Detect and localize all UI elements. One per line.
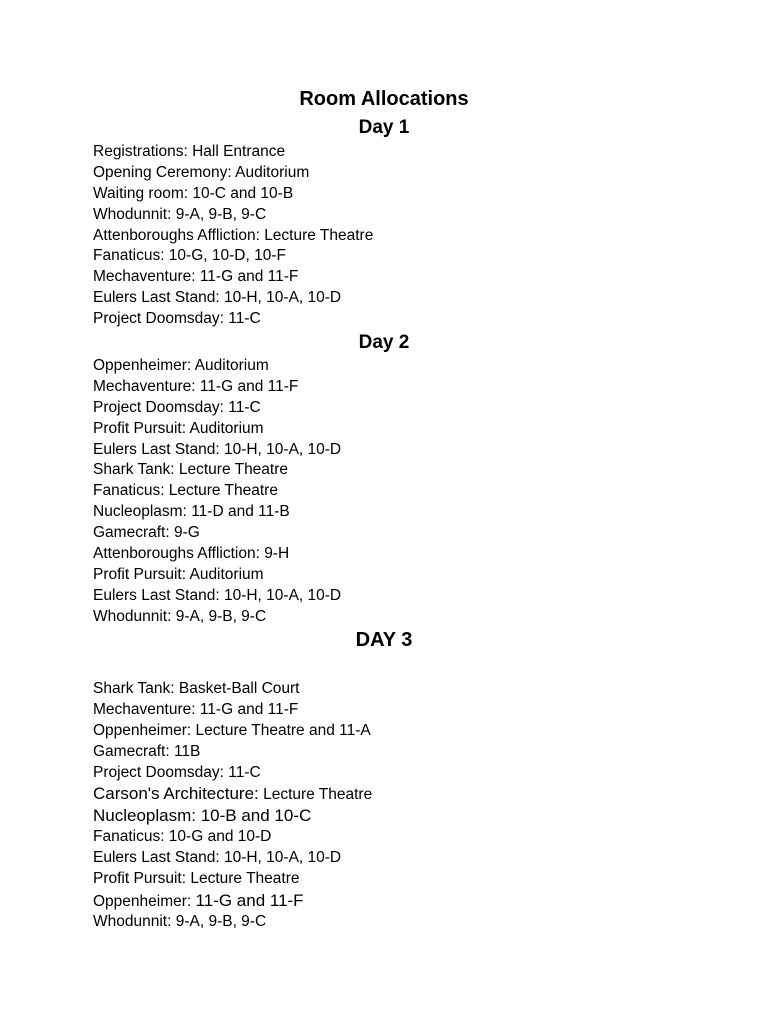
list-item-rest: Lecture Theatre bbox=[258, 786, 373, 804]
list-item: Whodunnit: 9-A, 9-B, 9-C bbox=[93, 607, 267, 625]
list-item: Gamecraft: 9-G bbox=[93, 524, 200, 542]
list-item: Project Doomsday: 11-C bbox=[93, 763, 261, 781]
list-item-lead: Nucleoplasm: 10-B and 10-C bbox=[93, 806, 312, 826]
list-item: Shark Tank: Basket-Ball Court bbox=[93, 680, 300, 697]
list-item: Oppenheimer: Auditorium bbox=[93, 357, 269, 374]
list-item: Attenboroughs Affliction: Lecture Theatre bbox=[93, 226, 374, 244]
list-item: Waiting room: 10-C and 10-B bbox=[93, 184, 294, 202]
day-2-heading: Day 2 bbox=[358, 332, 410, 353]
list-item: Fanaticus: 10-G, 10-D, 10-F bbox=[93, 247, 286, 265]
list-item: Eulers Last Stand: 10-H, 10-A, 10-D bbox=[93, 586, 342, 604]
day-2-list bbox=[93, 356, 341, 628]
list-item bbox=[93, 805, 372, 827]
list-item: Oppenheimer: Lecture Theatre and 11-A bbox=[93, 721, 371, 739]
list-item: Profit Pursuit: Auditorium bbox=[93, 419, 264, 437]
list-item: Gamecraft: 11B bbox=[93, 742, 201, 760]
list-item bbox=[93, 783, 372, 805]
list-item: Mechaventure: 11-G and 11-F bbox=[93, 377, 299, 395]
list-item-lead: Oppenheimer: bbox=[93, 893, 196, 911]
list-item-rest: 11-G and 11-F bbox=[195, 891, 304, 911]
list-item: Mechaventure: 11-G and 11-F bbox=[93, 700, 299, 718]
list-item: Project Doomsday: 11-C bbox=[93, 310, 261, 328]
list-item: Fanaticus: Lecture Theatre bbox=[93, 482, 278, 500]
list-item-lead: Carson's Architecture: bbox=[93, 784, 259, 804]
list-item: Profit Pursuit: Lecture Theatre bbox=[93, 870, 300, 888]
list-item: Whodunnit: 9-A, 9-B, 9-C bbox=[93, 205, 267, 223]
list-item: Fanaticus: 10-G and 10-D bbox=[93, 828, 272, 846]
list-item: Project Doomsday: 11-C bbox=[93, 398, 261, 416]
list-item: Profit Pursuit: Auditorium bbox=[93, 565, 264, 583]
list-item: Opening Ceremony: Auditorium bbox=[93, 163, 310, 181]
day-3-heading: DAY 3 bbox=[355, 629, 413, 651]
page-title: Room Allocations bbox=[299, 88, 469, 110]
list-item bbox=[93, 890, 372, 912]
list-item: Whodunnit: 9-A, 9-B, 9-C bbox=[93, 913, 267, 931]
list-item: Registrations: Hall Entrance bbox=[93, 143, 286, 160]
list-item: Attenboroughs Affliction: 9-H bbox=[93, 545, 290, 563]
list-item: Eulers Last Stand: 10-H, 10-A, 10-D bbox=[93, 289, 342, 307]
day-1-heading: Day 1 bbox=[358, 117, 410, 138]
list-item: Eulers Last Stand: 10-H, 10-A, 10-D bbox=[93, 849, 342, 867]
list-item: Shark Tank: Lecture Theatre bbox=[93, 461, 289, 479]
list-item: Eulers Last Stand: 10-H, 10-A, 10-D bbox=[93, 440, 342, 458]
day-3-list bbox=[93, 679, 372, 933]
list-item: Nucleoplasm: 11-D and 11-B bbox=[93, 503, 290, 521]
day-1-list bbox=[93, 142, 373, 330]
list-item: Mechaventure: 11-G and 11-F bbox=[93, 268, 299, 286]
